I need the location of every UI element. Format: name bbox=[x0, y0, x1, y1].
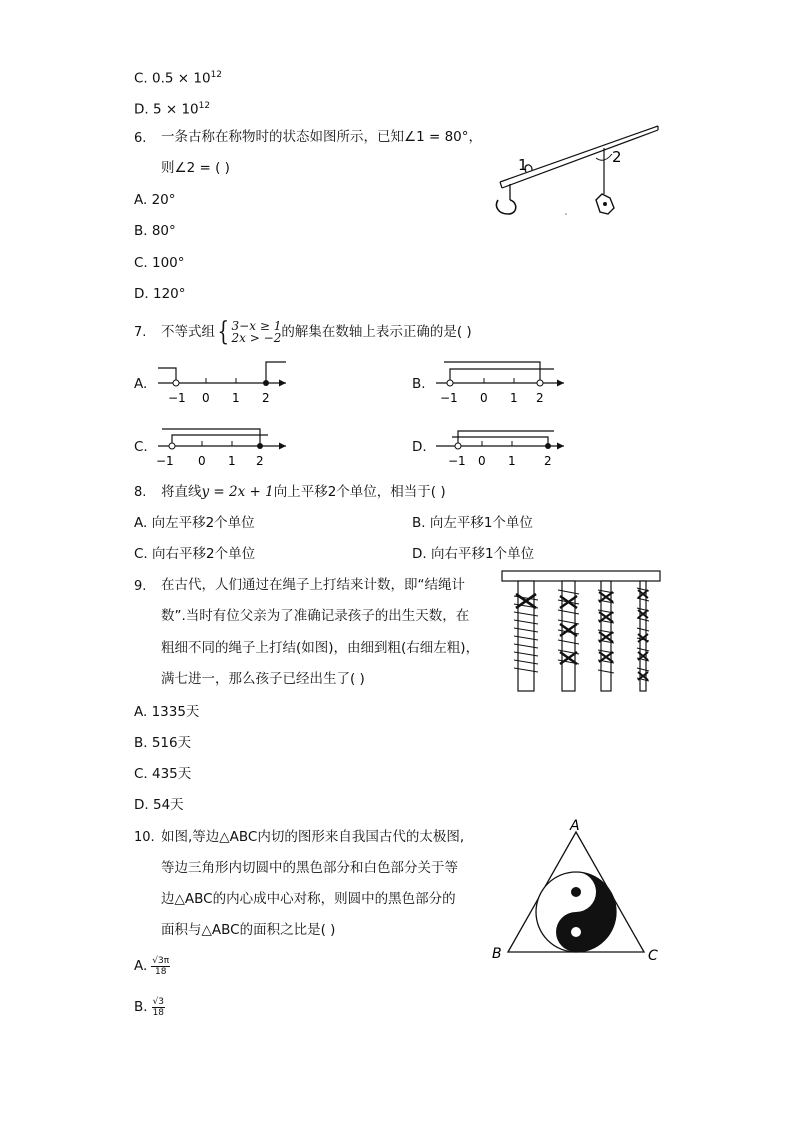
q9-rope-3 bbox=[598, 581, 614, 691]
q8-option-b: B. 向左平移1个单位 bbox=[412, 515, 533, 531]
q8-number: 8. bbox=[134, 485, 147, 500]
q7-c-tick-2: 2 bbox=[256, 454, 264, 468]
q5-option-c bbox=[134, 66, 222, 88]
q5-option-d bbox=[134, 97, 210, 119]
q7-b-tick-1: 1 bbox=[510, 391, 518, 405]
q6-option-c: C. 100° bbox=[134, 255, 185, 271]
q8-equation: y = 2x + 1 bbox=[201, 484, 274, 500]
q8-option-c: C. 向右平移2个单位 bbox=[134, 546, 256, 562]
q10-taiji-triangle-figure bbox=[486, 816, 666, 966]
q7-option-c-letter: C. bbox=[134, 439, 148, 455]
q10-option-a-letter: A. bbox=[134, 958, 148, 974]
q9-rope-1 bbox=[514, 581, 538, 691]
q10-stem-line2: 等边三角形内切圆中的黑色部分和白色部分关于等 bbox=[161, 860, 458, 876]
q10-option-b-numerator: √3 bbox=[152, 996, 165, 1007]
q7-a-tick-2: 2 bbox=[262, 391, 270, 405]
q7-d-tick-0: 0 bbox=[478, 454, 486, 468]
q7-b-tick-neg1: −1 bbox=[440, 391, 458, 405]
q7-number: 7. bbox=[134, 325, 147, 340]
q8-option-a: A. 向左平移2个单位 bbox=[134, 515, 255, 531]
q6-stem-line2: 则∠2 = ( ) bbox=[161, 160, 230, 176]
q10-vertex-b: B bbox=[492, 946, 502, 962]
q8-stem-prefix: 将直线 bbox=[161, 484, 202, 500]
q7-stem-suffix: 的解集在数轴上表示正确的是( ) bbox=[281, 324, 472, 340]
q7-d-tick-2: 2 bbox=[544, 454, 552, 468]
q9-stem-line2: 数”.当时有位父亲为了准确记录孩子的出生天数，在 bbox=[161, 608, 470, 624]
q9-option-b: B. 516天 bbox=[134, 735, 192, 751]
q7-ineq1: 3−x ≥ 1 bbox=[231, 319, 282, 333]
q7-brace: { bbox=[217, 317, 230, 347]
q7-option-a-numberline bbox=[152, 356, 292, 408]
q10-option-b-fraction bbox=[152, 997, 165, 1018]
q7-c-tick-1: 1 bbox=[228, 454, 236, 468]
q7-d-tick-neg1: −1 bbox=[448, 454, 466, 468]
q7-option-b-letter: B. bbox=[412, 376, 426, 392]
q9-option-c: C. 435天 bbox=[134, 766, 192, 782]
q9-rope-4 bbox=[637, 581, 649, 691]
q7-b-tick-0: 0 bbox=[480, 391, 488, 405]
q5-option-d-exp: 12 bbox=[198, 101, 211, 111]
q6-stem-line1: 一条古称在称物时的状态如图所示，已知∠1 = 80°， bbox=[161, 129, 483, 145]
q6-option-d: D. 120° bbox=[134, 286, 186, 302]
q6-number: 6. bbox=[134, 131, 147, 146]
q10-option-b-letter: B. bbox=[134, 999, 148, 1015]
q7-option-b-numberline bbox=[430, 356, 570, 408]
q6-figure-label-2: 2 bbox=[612, 148, 622, 166]
q6-hook bbox=[496, 200, 515, 214]
q8-stem-suffix: 向上平移2个单位，相当于( ) bbox=[273, 484, 446, 500]
q10-stem-line4: 面积与△ABC的面积之比是( ) bbox=[161, 922, 336, 938]
q10-option-a bbox=[134, 953, 170, 979]
q7-c-tick-0: 0 bbox=[198, 454, 206, 468]
q10-stem-line1: 如图,等边△ABC内切的图形来自我国古代的太极图, bbox=[161, 829, 465, 845]
q10-option-b-denominator: 18 bbox=[152, 1007, 165, 1018]
q7-stem bbox=[161, 315, 472, 349]
q6-figure-label-1: 1 bbox=[518, 156, 528, 174]
q10-stem-line3: 边△ABC的内心成中心对称，则圆中的黑色部分的 bbox=[161, 891, 456, 907]
q9-stem-line3: 粗细不同的绳子上打结(如图)，由细到粗(右细左粗)， bbox=[161, 640, 480, 656]
q7-stem-prefix: 不等式组 bbox=[161, 324, 215, 340]
q9-beam bbox=[502, 571, 660, 581]
q7-option-c-numberline bbox=[152, 419, 292, 471]
q9-knot-rope-figure bbox=[500, 568, 664, 694]
q10-dot-upper bbox=[571, 887, 581, 897]
q9-rope-2 bbox=[558, 581, 579, 691]
q7-a-tick-neg1: −1 bbox=[168, 391, 186, 405]
q10-dot-lower bbox=[571, 927, 581, 937]
q9-number: 9. bbox=[134, 579, 147, 594]
q5-option-d-text: D. 5 × 10 bbox=[134, 101, 199, 118]
q6-option-b: B. 80° bbox=[134, 223, 176, 239]
q7-c-tick-neg1: −1 bbox=[156, 454, 174, 468]
q7-b-tick-2: 2 bbox=[536, 391, 544, 405]
q9-option-a: A. 1335天 bbox=[134, 704, 200, 720]
q7-d-tick-1: 1 bbox=[508, 454, 516, 468]
q7-option-a-letter: A. bbox=[134, 376, 148, 392]
q7-system bbox=[215, 319, 281, 345]
q10-option-a-denominator: 18 bbox=[155, 966, 167, 977]
q10-option-a-numerator: √3π bbox=[152, 955, 170, 966]
q7-ineq2: 2x > −2 bbox=[231, 331, 282, 345]
q7-option-d-numberline bbox=[430, 419, 570, 471]
q5-option-c-exp: 12 bbox=[210, 70, 223, 80]
q10-option-a-fraction bbox=[151, 956, 170, 977]
q7-option-d-letter: D. bbox=[412, 439, 427, 455]
q9-stem-line1: 在古代，人们通过在绳子上打结来计数，即“结绳计 bbox=[161, 577, 465, 593]
q5-option-c-text: C. 0.5 × 10 bbox=[134, 70, 211, 87]
q10-vertex-c: C bbox=[648, 948, 658, 964]
q8-option-d: D. 向右平移1个单位 bbox=[412, 546, 535, 562]
q10-option-b bbox=[134, 994, 165, 1020]
q10-vertex-a: A bbox=[570, 818, 580, 834]
q8-stem bbox=[161, 483, 446, 501]
q7-a-tick-1: 1 bbox=[232, 391, 240, 405]
q9-stem-line4: 满七进一，那么孩子已经出生了( ) bbox=[161, 671, 365, 687]
q6-option-a: A. 20° bbox=[134, 192, 176, 208]
q7-a-tick-0: 0 bbox=[202, 391, 210, 405]
q9-option-d: D. 54天 bbox=[134, 797, 184, 813]
q6-steelyard-figure bbox=[486, 118, 666, 222]
q10-number: 10. bbox=[134, 830, 155, 845]
